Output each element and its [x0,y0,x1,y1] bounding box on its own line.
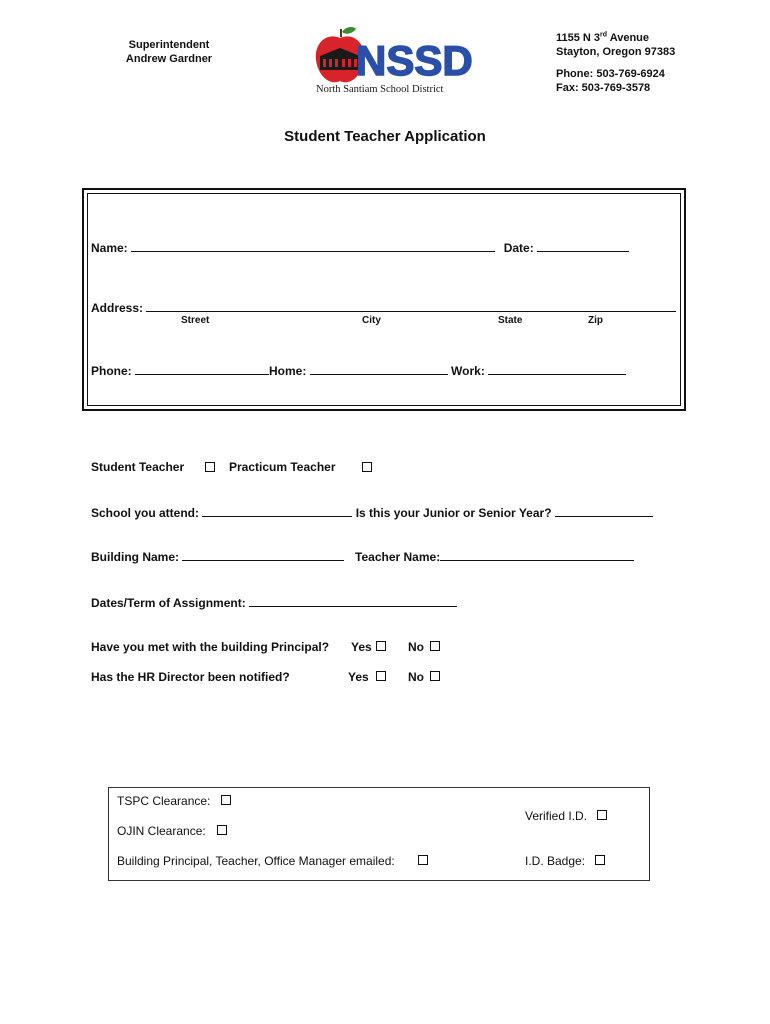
district-logo [312,26,482,96]
home-phone-input-line[interactable] [310,363,448,375]
school-field-row [91,505,653,520]
year-label: Is this your Junior or Senior Year? [355,506,552,520]
hr-question: Has the HR Director been notified? [91,670,290,684]
hr-yes-label: Yes [348,670,369,684]
district-phone: Phone: 503-769-6924 [556,68,665,80]
dates-field-row [91,595,457,610]
logo-subtext: North Santiam School District [316,84,444,95]
ojin-clearance-checkbox[interactable] [217,825,227,835]
address-number-street: 1155 N 3 [556,32,601,44]
home-label: Home: [269,364,307,378]
dates-label: Dates/Term of Assignment: [91,596,246,610]
hr-yes-checkbox[interactable] [376,671,386,681]
student-teacher-label: Student Teacher [91,460,185,474]
principal-question: Have you met with the building Principal? [91,640,330,654]
principal-yes-checkbox[interactable] [376,641,386,651]
address-city: Stayton, Oregon 97383 [556,46,676,58]
street-sublabel: Street [181,315,210,326]
building-label: Building Name: [91,550,180,564]
address-street-suffix: Avenue [607,32,650,44]
dates-input-line[interactable] [249,595,457,607]
address-label: Address: [91,301,144,315]
logo-text: NSSD [356,37,473,84]
building-input-line[interactable] [182,549,344,561]
principal-no-label: No [408,640,424,654]
practicum-teacher-checkbox[interactable] [362,462,372,472]
phone-field-row [91,363,626,378]
year-input-line[interactable] [555,505,653,517]
date-label: Date: [503,241,534,255]
superintendent-name: Andrew Gardner [125,53,213,65]
date-input-line[interactable] [537,240,629,252]
student-teacher-checkbox[interactable] [205,462,215,472]
superintendent-title: Superintendent [128,39,210,51]
practicum-teacher-label: Practicum Teacher [229,460,336,474]
name-label: Name: [91,241,128,255]
student-teacher-option [91,460,184,474]
zip-sublabel: Zip [588,315,603,326]
teacher-name-label: Teacher Name: [355,550,441,564]
principal-yes-label: Yes [351,640,372,654]
work-label: Work: [451,364,485,378]
hr-no-checkbox[interactable] [430,671,440,681]
city-sublabel: City [362,315,381,326]
superintendent-block [100,38,238,66]
address-input-line[interactable] [146,300,676,312]
name-input-line[interactable] [131,240,495,252]
verified-id-checkbox[interactable] [597,810,607,820]
address-street [556,31,675,45]
teacher-name-input-line[interactable] [440,549,634,561]
ojin-clearance-label: OJIN Clearance: [117,824,206,838]
tspc-clearance-label: TSPC Clearance: [117,794,211,808]
emailed-label: Building Principal, Teacher, Office Manager emailed: [117,854,395,868]
emailed-checkbox[interactable] [418,855,428,865]
phone-label: Phone: [91,364,132,378]
id-badge-checkbox[interactable] [595,855,605,865]
work-phone-input-line[interactable] [488,363,626,375]
state-sublabel: State [498,315,523,326]
name-field-row [91,240,629,255]
school-input-line[interactable] [202,505,352,517]
principal-no-checkbox[interactable] [430,641,440,651]
district-address [556,31,675,95]
phone-input-line[interactable] [135,363,269,375]
building-field-row [91,549,634,564]
id-badge-label: I.D. Badge: [525,854,586,868]
tspc-clearance-checkbox[interactable] [221,795,231,805]
verified-id-label: Verified I.D. [525,809,588,823]
address-ordinal: rd [600,31,608,39]
hr-no-label: No [408,670,424,684]
address-field-row [91,300,676,315]
district-fax: Fax: 503-769-3578 [556,82,651,94]
school-label: School you attend: [91,506,199,520]
page-title: Student Teacher Application [284,128,486,145]
